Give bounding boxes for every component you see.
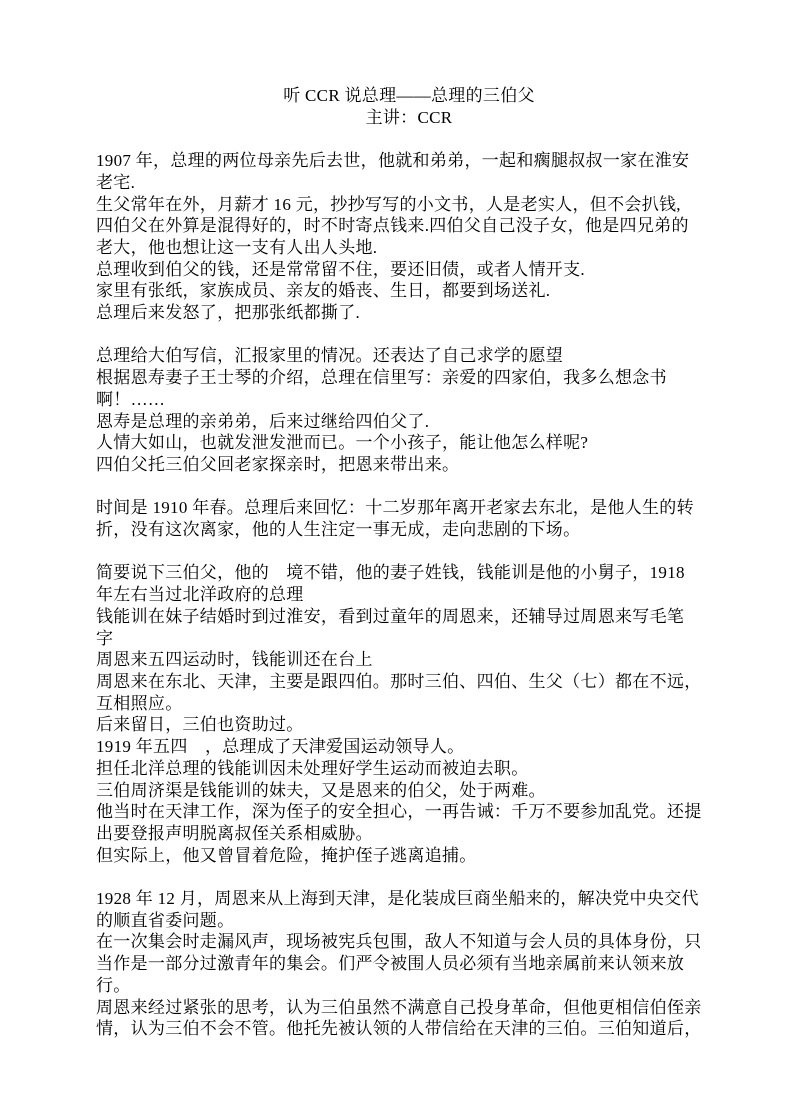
text-line: 1907 年，总理的两位母亲先后去世，他就和弟弟，一起和瘸腿叔叔一家在淮安 [96, 151, 690, 171]
text-line: 人情大如山，也就发泄发泄而已。一个小孩子，能让他怎么样呢? [96, 433, 589, 453]
text-line: 1928 年 12 月，周恩来从上海到天津，是化装成巨商坐船来的，解决党中央交代 [96, 889, 699, 909]
text-line: 四伯父在外算是混得好的，时不时寄点钱来.四伯父自己没子女，他是四兄弟的 [96, 216, 689, 236]
blank-line [96, 324, 722, 346]
text-line: 周恩来经过紧张的思考，认为三伯虽然不满意自己投身革命，但他更相信伯侄亲 [96, 997, 702, 1017]
text-line: 老大，他也想让这一支有人出人头地. [96, 237, 378, 257]
text-line: 总理收到伯父的钱，还是常常留不住，要还旧债，或者人情开支. [96, 259, 585, 279]
text-line: 总理给大伯写信，汇报家里的情况。还表达了自己求学的愿望 [96, 346, 564, 366]
text-line: 字 [96, 628, 114, 648]
blank-line [96, 476, 722, 498]
text-line: 担任北洋总理的钱能训因未处理好学生运动而被迫去职。 [96, 758, 529, 778]
text-line: 出要登报声明脱离叔侄关系相威胁。 [96, 823, 373, 843]
text-line: 生父常年在外，月薪才 16 元，抄抄写写的小文书，人是老实人，但不会扒钱, [96, 194, 681, 214]
text-line: 钱能训在妹子结婚时到过淮安，看到过童年的周恩来，还辅导过周恩来写毛笔 [96, 606, 685, 626]
text-line: 年左右当过北洋政府的总理 [96, 585, 304, 605]
text-line: 1919 年五四 ，总理成了天津爱国运动领导人。 [96, 737, 465, 757]
text-line: 周恩来五四运动时，钱能训还在台上 [96, 650, 373, 670]
text-line: 啊！…… [96, 389, 166, 409]
text-line: 家里有张纸，家族成员、亲友的婚丧、生日，都要到场送礼. [96, 281, 551, 301]
document-subtitle: 主讲：CCR [365, 107, 453, 127]
text-line: 简要说下三伯父，他的 境不错，他的妻子姓钱，钱能训是他的小舅子，1918 [96, 563, 685, 583]
text-line: 的顺直省委问题。 [96, 910, 235, 930]
text-line: 当作是一部分过激青年的集会。们严令被围人员必须有当地亲属前来认领来放 [96, 954, 685, 974]
blank-line [96, 541, 722, 563]
text-line: 老宅. [96, 172, 136, 192]
text-line: 折，没有这次离家，他的人生注定一事无成，走向悲剧的下场。 [96, 520, 581, 540]
text-line: 在一次集会时走漏风声，现场被宪兵包围，敌人不知道与会人员的具体身份，只 [96, 932, 702, 952]
text-line: 周恩来在东北、天津，主要是跟四伯。那时三伯、四伯、生父（七）都在不远， [96, 671, 702, 691]
text-line: 三伯周济渠是钱能训的妹夫，又是恩来的伯父，处于两难。 [96, 780, 546, 800]
text-line: 总理后来发怒了，把那张纸都撕了. [96, 303, 361, 323]
text-line: 时间是 1910 年春。总理后来回忆：十二岁那年离开老家去东北，是他人生的转 [96, 498, 694, 518]
blank-line [96, 128, 722, 150]
text-line: 互相照应。 [96, 693, 183, 713]
text-line: 但实际上，他又曾冒着危险，掩护侄子逃离追捕。 [96, 845, 477, 865]
text-line: 行。 [96, 975, 131, 995]
document-title: 听 CCR 说总理——总理的三伯父 [283, 86, 535, 105]
text-line: 情，认为三伯不会不管。他托先被认领的人带信给在天津的三伯。三伯知道后， [96, 1019, 702, 1039]
text-line: 恩寿是总理的亲弟弟，后来过继给四伯父了. [96, 411, 430, 431]
document-body [96, 150, 722, 1040]
blank-line [96, 866, 722, 888]
text-line: 四伯父托三伯父回老家探亲时，把恩来带出来。 [96, 454, 460, 474]
text-line: 他当时在天津工作，深为侄子的安全担心，一再告诫：千万不要参加乱党。还提 [96, 802, 702, 822]
text-line: 根据恩寿妻子王士琴的介绍，总理在信里写：亲爱的四家伯，我多么想念书 [96, 368, 667, 388]
text-line: 后来留日，三伯也资助过。 [96, 715, 304, 735]
